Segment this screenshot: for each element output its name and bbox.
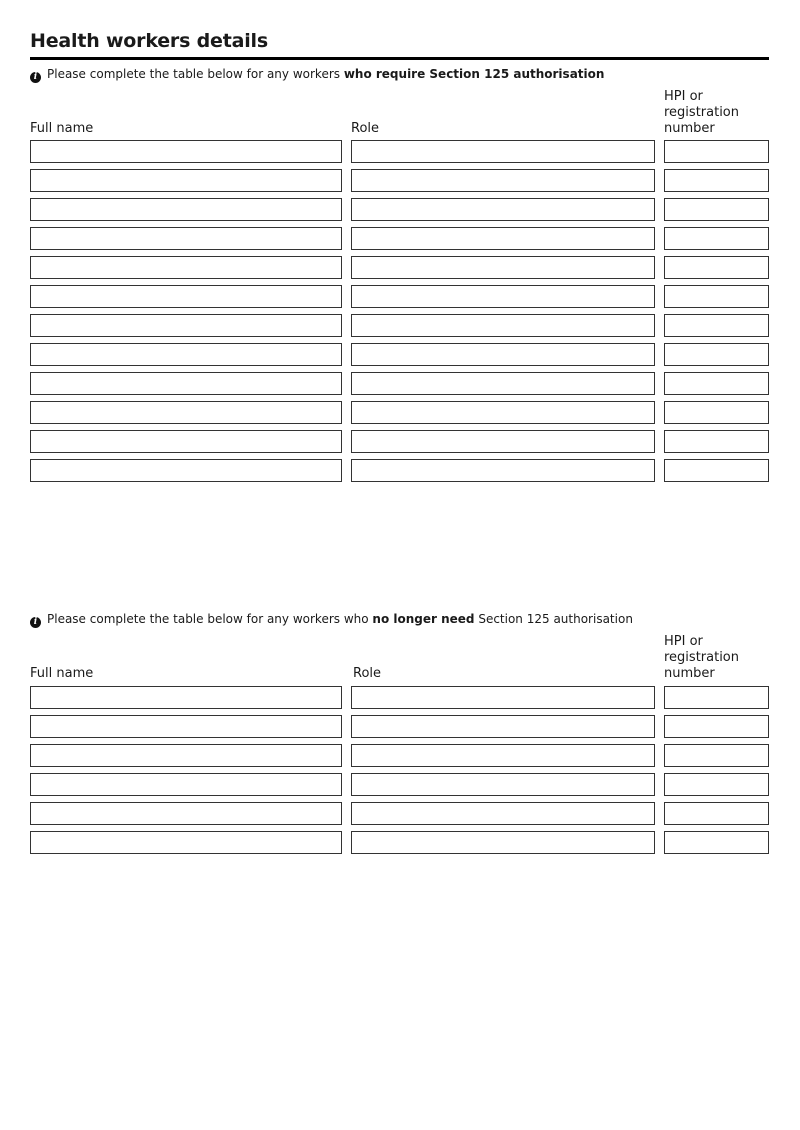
no-longer-note-bold: no longer need — [372, 612, 475, 626]
hpi-input[interactable] — [664, 140, 769, 163]
full-name-input[interactable] — [30, 831, 342, 854]
no-longer-note-suffix: Section 125 authorisation — [474, 612, 633, 626]
role-input[interactable] — [351, 140, 655, 163]
title-divider — [30, 57, 769, 60]
require-instruction — [30, 66, 604, 83]
full-name-input[interactable] — [30, 802, 342, 825]
hpi-input[interactable] — [664, 314, 769, 337]
require-note-bold: who require Section 125 authorisation — [343, 67, 605, 81]
full-name-input[interactable] — [30, 314, 342, 337]
role-input[interactable] — [351, 773, 655, 796]
hpi-input[interactable] — [664, 256, 769, 279]
full-name-input[interactable] — [30, 430, 342, 453]
role-input[interactable] — [351, 169, 655, 192]
hpi-input[interactable] — [664, 198, 769, 221]
hpi-input[interactable] — [664, 831, 769, 854]
hpi-input[interactable] — [664, 343, 769, 366]
role-input[interactable] — [351, 401, 655, 424]
full-name-input[interactable] — [30, 140, 342, 163]
full-name-input[interactable] — [30, 285, 342, 308]
hpi-input[interactable] — [664, 802, 769, 825]
hpi-input[interactable] — [664, 773, 769, 796]
hpi-input[interactable] — [664, 715, 769, 738]
require-header-hpi: HPI or registration number — [664, 89, 740, 136]
role-input[interactable] — [351, 430, 655, 453]
no-longer-header-full-name: Full name — [30, 666, 94, 681]
role-input[interactable] — [351, 372, 655, 395]
hpi-input[interactable] — [664, 686, 769, 709]
role-input[interactable] — [351, 715, 655, 738]
hpi-input[interactable] — [664, 430, 769, 453]
role-input[interactable] — [351, 256, 655, 279]
hpi-input[interactable] — [664, 285, 769, 308]
full-name-input[interactable] — [30, 256, 342, 279]
require-header-full-name: Full name — [30, 121, 94, 136]
require-note-prefix: Please complete the table below for any workers — [47, 67, 344, 81]
info-icon: i — [30, 72, 41, 83]
no-longer-header-role: Role — [353, 666, 382, 681]
full-name-input[interactable] — [30, 744, 342, 767]
no-longer-note-prefix: Please complete the table below for any workers who — [47, 612, 373, 626]
full-name-input[interactable] — [30, 459, 342, 482]
full-name-input[interactable] — [30, 169, 342, 192]
page-title: Health workers details — [30, 30, 268, 52]
no-longer-header-hpi: HPI or registration number — [664, 634, 740, 681]
full-name-input[interactable] — [30, 198, 342, 221]
role-input[interactable] — [351, 459, 655, 482]
full-name-input[interactable] — [30, 343, 342, 366]
full-name-input[interactable] — [30, 372, 342, 395]
hpi-input[interactable] — [664, 401, 769, 424]
hpi-input[interactable] — [664, 459, 769, 482]
full-name-input[interactable] — [30, 686, 342, 709]
role-input[interactable] — [351, 831, 655, 854]
hpi-input[interactable] — [664, 169, 769, 192]
require-header-role: Role — [351, 121, 380, 136]
role-input[interactable] — [351, 285, 655, 308]
full-name-input[interactable] — [30, 227, 342, 250]
role-input[interactable] — [351, 198, 655, 221]
role-input[interactable] — [351, 343, 655, 366]
full-name-input[interactable] — [30, 715, 342, 738]
full-name-input[interactable] — [30, 401, 342, 424]
role-input[interactable] — [351, 314, 655, 337]
role-input[interactable] — [351, 744, 655, 767]
info-icon: i — [30, 617, 41, 628]
hpi-input[interactable] — [664, 372, 769, 395]
hpi-input[interactable] — [664, 227, 769, 250]
role-input[interactable] — [351, 802, 655, 825]
role-input[interactable] — [351, 686, 655, 709]
no-longer-instruction — [30, 611, 633, 628]
full-name-input[interactable] — [30, 773, 342, 796]
role-input[interactable] — [351, 227, 655, 250]
hpi-input[interactable] — [664, 744, 769, 767]
